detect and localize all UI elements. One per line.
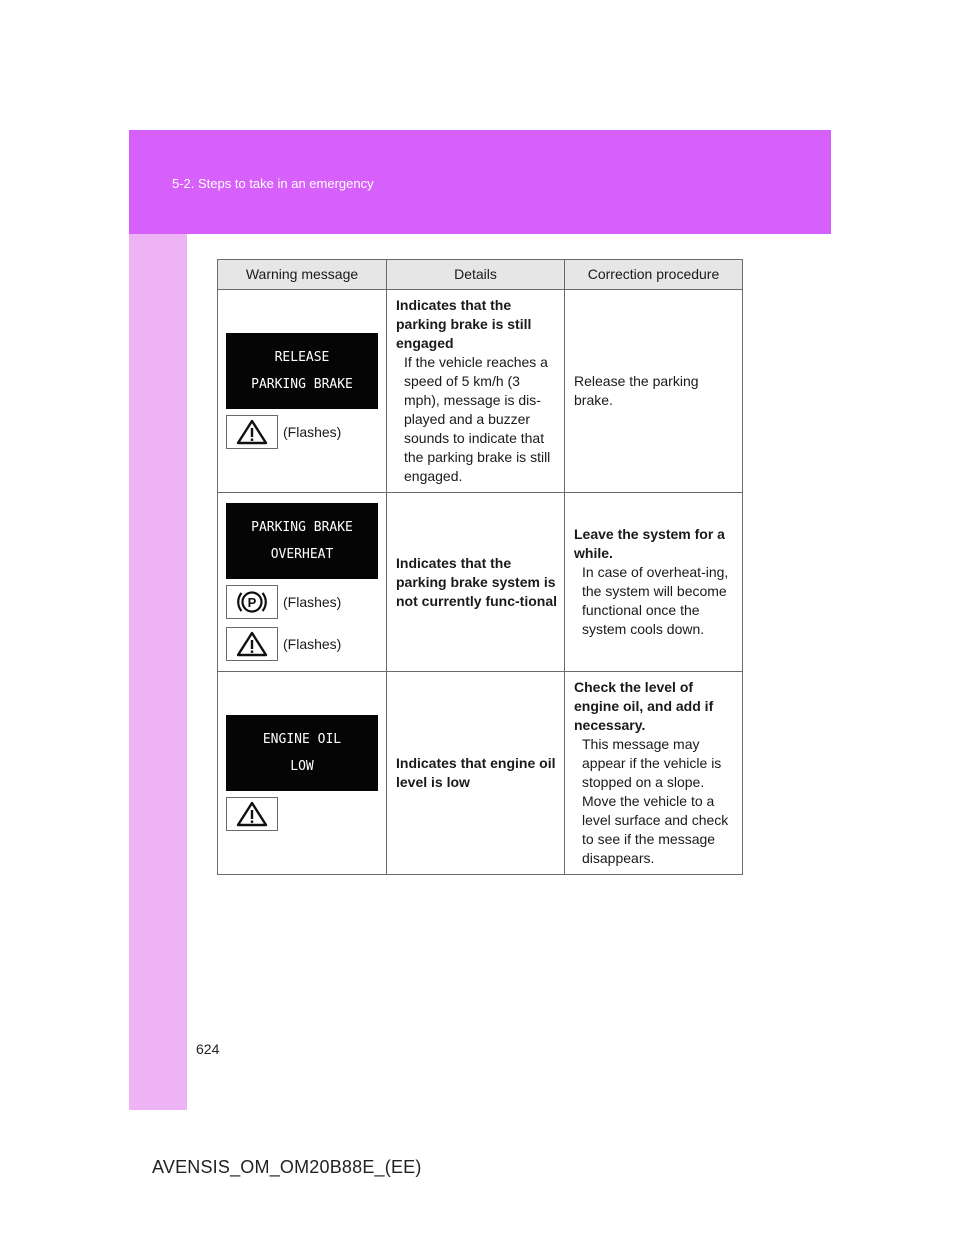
warning-table (217, 259, 743, 875)
display-line: OVERHEAT (270, 547, 334, 562)
table-row (218, 290, 743, 493)
display-line: RELEASE (274, 350, 330, 365)
display-screen (226, 715, 378, 791)
column-header: Details (387, 260, 565, 290)
table-header-row (218, 260, 743, 290)
page-number: 624 (196, 1041, 220, 1057)
display-screen (226, 333, 378, 409)
details-cell (387, 672, 565, 875)
flashes-note: (Flashes) (283, 635, 342, 652)
correction-text: Release the parking brake. (574, 373, 699, 408)
flashes-note: (Flashes) (283, 593, 342, 610)
warning-message-cell (218, 493, 387, 672)
warning-triangle-icon (226, 627, 278, 661)
column-header: Warning message (218, 260, 387, 290)
correction-cell (565, 493, 743, 672)
section-title: 5-2. Steps to take in an emergency (172, 176, 374, 191)
document-id: AVENSIS_OM_OM20B88E_(EE) (152, 1157, 422, 1177)
details-heading: Indicates that engine oil level is low (396, 755, 556, 790)
details-text: If the vehicle reaches a speed of 5 km/h (3 mph), message is dis-played and a buzzer sounds to indicate that the parking brake is still engaged. (404, 354, 551, 484)
flashes-note: (Flashes) (283, 423, 342, 440)
warning-message-cell (218, 290, 387, 493)
correction-text: In case of overheat-ing, the system will become functional once the system cools down. (582, 564, 729, 637)
correction-text: This message may appear if the vehicle is stopped on a slope. Move the vehicle to a level surface and check to see if the message disappears. (582, 736, 729, 866)
indicator-line (226, 797, 380, 831)
details-cell (387, 290, 565, 493)
indicator-line (226, 415, 380, 449)
indicator-line (226, 627, 380, 661)
correction-heading: Check the level of engine oil, and add if necessary. (574, 679, 714, 733)
display-line: PARKING BRAKE (251, 520, 353, 535)
side-band (129, 130, 187, 1110)
parking-brake-icon (226, 585, 278, 619)
display-line: LOW (290, 759, 314, 774)
column-header: Correction procedure (565, 260, 743, 290)
correction-cell (565, 672, 743, 875)
table-row (218, 672, 743, 875)
details-heading: Indicates that the parking brake is still engaged (396, 297, 532, 351)
table-row (218, 493, 743, 672)
details-cell (387, 493, 565, 672)
svg-text:P: P (247, 595, 257, 610)
warning-message-cell (218, 672, 387, 875)
display-line: ENGINE OIL (262, 732, 342, 747)
indicator-line (226, 585, 380, 619)
correction-cell (565, 290, 743, 493)
warning-triangle-icon (226, 797, 278, 831)
display-line: PARKING BRAKE (251, 377, 353, 392)
correction-heading: Leave the system for a while. (574, 526, 725, 561)
display-screen (226, 503, 378, 579)
warning-triangle-icon (226, 415, 278, 449)
details-heading: Indicates that the parking brake system is not currently func-tional (396, 554, 557, 609)
